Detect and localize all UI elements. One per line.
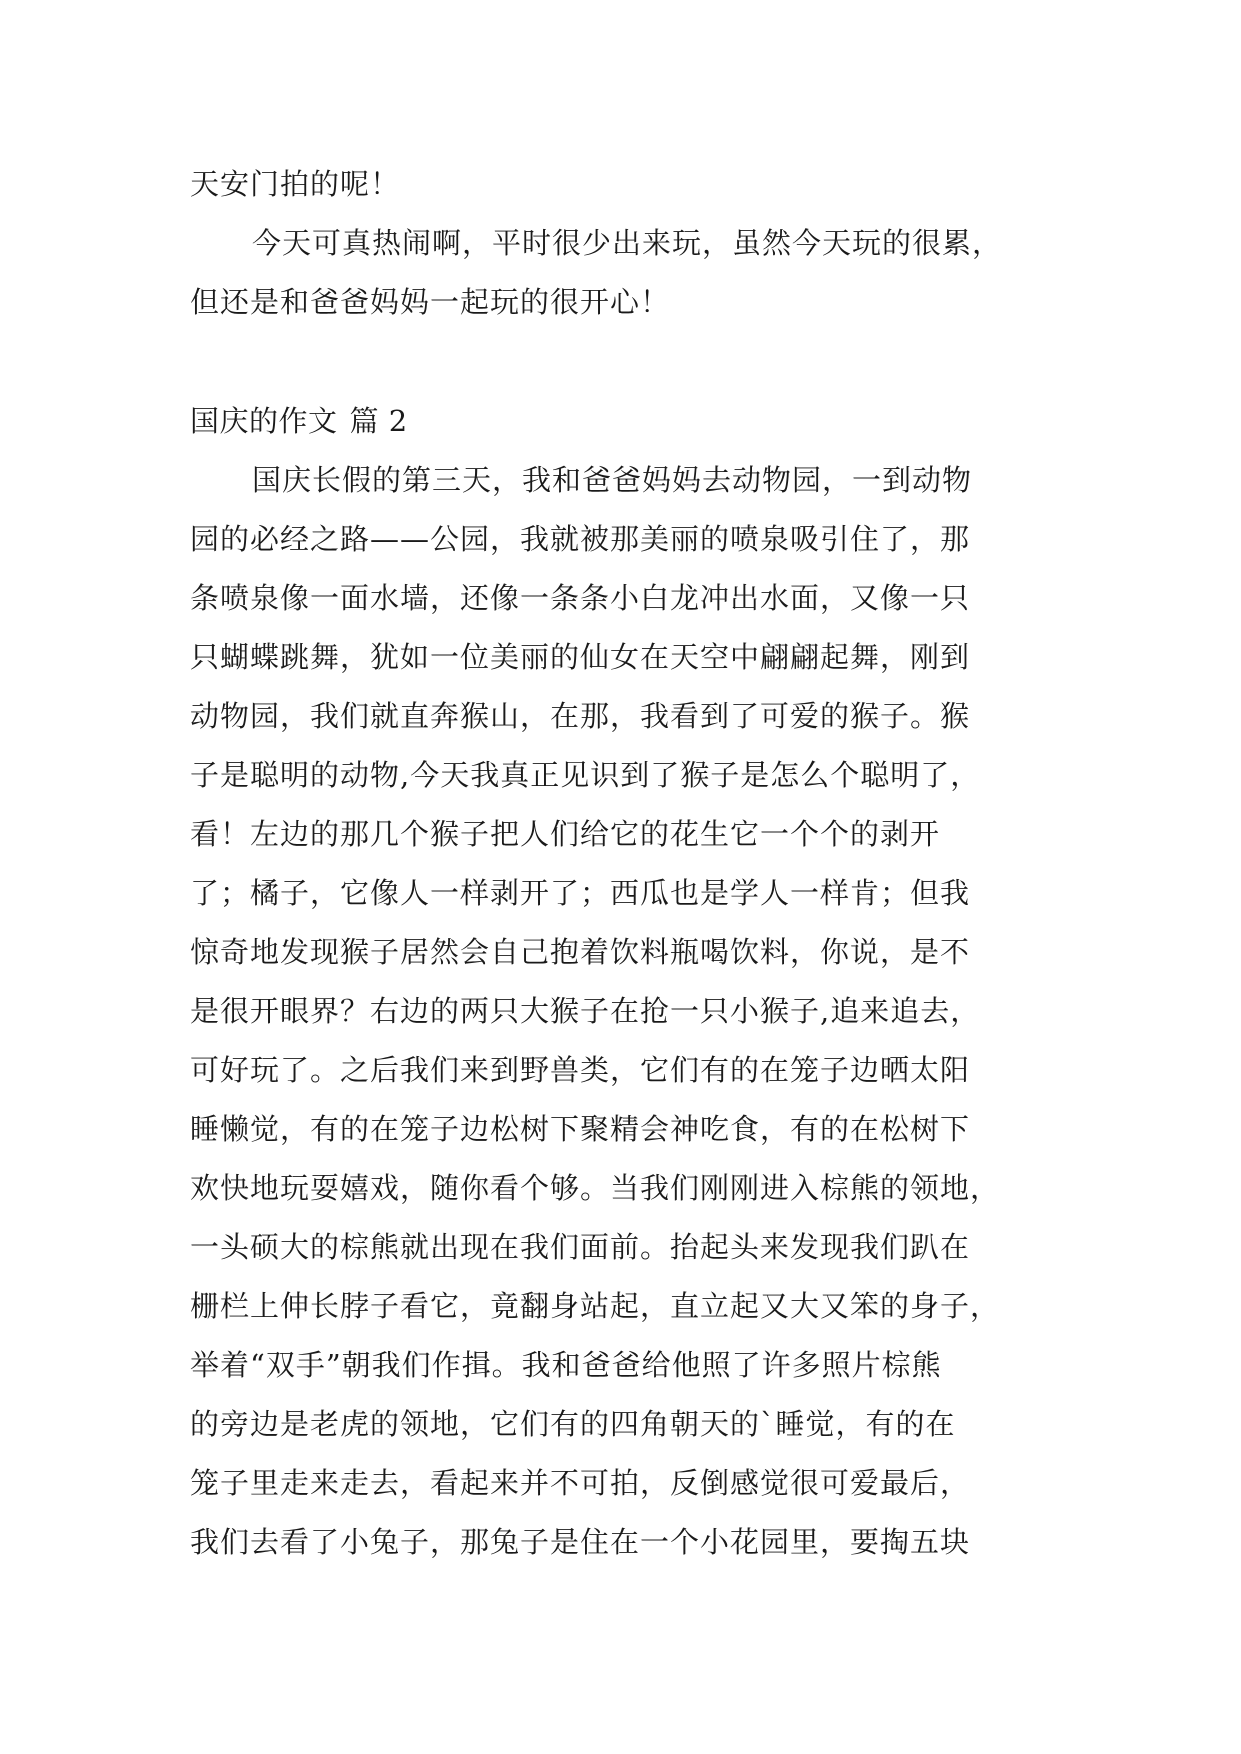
section-number: 篇 2 [349, 404, 408, 438]
section-heading [190, 392, 1050, 451]
document-content [190, 155, 1050, 1572]
text-line: 动物园，我们就直奔猴山，在那，我看到了可爱的猴子。猴 [190, 699, 971, 733]
text-line: 我们去看了小兔子，那兔子是住在一个小花园里，要掏五块 [190, 1525, 971, 1559]
text-line: 欢快地玩耍嬉戏，随你看个够。当我们刚刚进入棕熊的领地， [190, 1171, 1001, 1205]
text-line: 只蝴蝶跳舞，犹如一位美丽的仙女在天空中翩翩起舞，刚到 [190, 640, 971, 674]
text-line: 看！左边的那几个猴子把人们给它的花生它一个个的剥开 [190, 817, 941, 851]
text-line: 可好玩了。之后我们来到野兽类，它们有的在笼子边晒太阳 [190, 1053, 971, 1087]
text-line: 举着“双手”朝我们作揖。我和爸爸给他照了许多照片棕熊 [190, 1348, 942, 1382]
text-line: 栅栏上伸长脖子看它，竟翻身站起，直立起又大又笨的身子， [190, 1289, 1001, 1323]
text-line: 睡懒觉，有的在笼子边松树下聚精会神吃食，有的在松树下 [190, 1112, 971, 1146]
text-line: 天安门拍的呢！ [190, 167, 401, 201]
text-line: 笼子里走来走去，看起来并不可拍，反倒感觉很可爱最后， [190, 1466, 971, 1500]
text-line: 的旁边是老虎的领地，它们有的四角朝天的`睡觉，有的在 [190, 1407, 956, 1441]
body-paragraph [190, 451, 1050, 1572]
text-line: 了；橘子，它像人一样剥开了；西瓜也是学人一样肯；但我 [190, 876, 971, 910]
text-line: 条喷泉像一面水墙，还像一条条小白龙冲出水面，又像一只 [190, 581, 971, 615]
text-line: 园的必经之路——公园，我就被那美丽的喷泉吸引住了，那 [190, 522, 971, 556]
section-title: 国庆的作文 [190, 404, 338, 438]
text-line: 国庆长假的第三天，我和爸爸妈妈去动物园，一到动物 [252, 463, 973, 497]
text-line: 但还是和爸爸妈妈一起玩的很开心！ [190, 285, 671, 319]
closing-paragraph [190, 214, 1050, 332]
section-spacer [190, 332, 1050, 392]
text-line: 一头硕大的棕熊就出现在我们面前。抬起头来发现我们趴在 [190, 1230, 971, 1264]
continuation-paragraph [190, 155, 1050, 214]
text-line: 是很开眼界？右边的两只大猴子在抢一只小猴子,追来追去， [190, 994, 981, 1028]
text-line: 今天可真热闹啊，平时很少出来玩，虽然今天玩的很累， [252, 226, 1003, 260]
text-line: 惊奇地发现猴子居然会自己抱着饮料瓶喝饮料，你说，是不 [190, 935, 971, 969]
text-line: 子是聪明的动物,今天我真正见识到了猴子是怎么个聪明了， [190, 758, 981, 792]
